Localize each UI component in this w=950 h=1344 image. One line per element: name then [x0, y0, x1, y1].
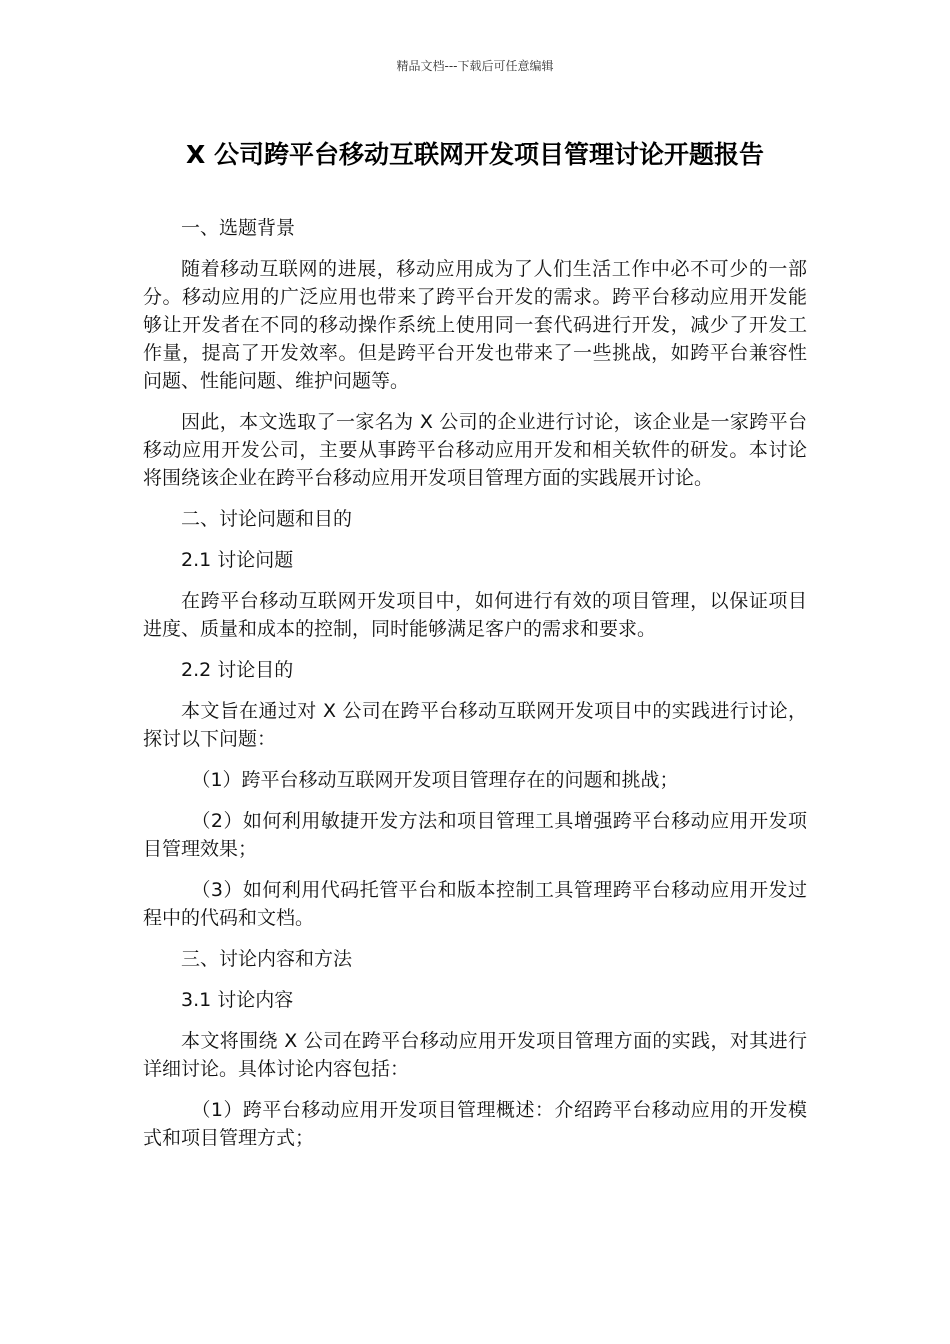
subsection-heading: 3.1 讨论内容	[181, 989, 294, 1011]
document-title: X 公司跨平台移动互联网开发项目管理讨论开题报告	[186, 140, 764, 169]
list-item: （1）跨平台移动互联网开发项目管理存在的问题和挑战；	[191, 769, 679, 791]
section-heading: 三、讨论内容和方法	[181, 948, 353, 970]
body-paragraph: 本文旨在通过对 X 公司在跨平台移动互联网开发项目中的实践进行讨论，探讨以下问题：	[143, 700, 807, 750]
list-item: （2）如何利用敏捷开发方法和项目管理工具增强跨平台移动应用开发项目管理效果；	[143, 810, 807, 860]
body-paragraph: 因此，本文选取了一家名为 X 公司的企业进行讨论，该企业是一家跨平台移动应用开发公司，主要从事跨平台移动应用开发和相关软件的研发。本讨论将围绕该企业在跨平台移动应用开发项目管理方面的实践展开讨论。	[143, 411, 807, 489]
subsection-heading: 2.2 讨论目的	[181, 659, 294, 681]
document-body	[143, 214, 807, 1165]
section-heading: 二、讨论问题和目的	[181, 508, 353, 530]
header-note: 精品文档---下载后可任意编辑	[396, 59, 554, 73]
list-item: （3）如何利用代码托管平台和版本控制工具管理跨平台移动应用开发过程中的代码和文档。	[143, 879, 807, 929]
body-paragraph: 在跨平台移动互联网开发项目中，如何进行有效的项目管理，以保证项目进度、质量和成本的控制，同时能够满足客户的需求和要求。	[143, 590, 807, 640]
list-item: （1）跨平台移动应用开发项目管理概述：介绍跨平台移动应用的开发模式和项目管理方式；	[143, 1099, 807, 1149]
body-paragraph: 本文将围绕 X 公司在跨平台移动应用开发项目管理方面的实践，对其进行详细讨论。具体讨论内容包括：	[143, 1030, 807, 1080]
subsection-heading: 2.1 讨论问题	[181, 549, 294, 571]
section-heading: 一、选题背景	[181, 217, 296, 239]
body-paragraph: 随着移动互联网的进展，移动应用成为了人们生活工作中必不可少的一部分。移动应用的广泛应用也带来了跨平台开发的需求。跨平台移动应用开发能够让开发者在不同的移动操作系统上使用同一套代码进行开发，减少了开发工作量，提高了开发效率。但是跨平台开发也带来了一些挑战，如跨平台兼容性问题、性能问题、维护问题等。	[143, 258, 807, 392]
